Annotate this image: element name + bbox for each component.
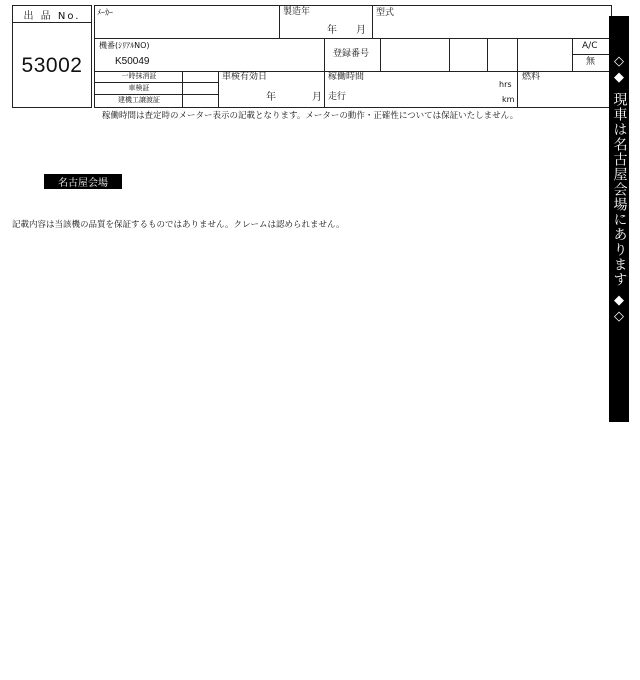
certificate-vehicle-inspection: 車検証: [128, 84, 150, 92]
filled-diamond-icon: ◆: [614, 293, 624, 308]
lot-number: 53002: [21, 53, 83, 77]
inspection-expiry-label: 車検有効日: [222, 72, 268, 82]
lot-header: 出 品 No.: [13, 6, 91, 23]
venue-badge: 名古屋会場: [44, 174, 122, 189]
registration-label: 登録番号: [333, 49, 370, 59]
hollow-diamond-icon: ◇: [614, 309, 624, 324]
hollow-diamond-icon: ◇: [614, 54, 624, 69]
inspection-year-unit: 年: [266, 92, 276, 103]
ac-value: 無: [586, 57, 596, 67]
manufacture-year-unit: 年: [327, 25, 337, 36]
hours-label: 稼働時間: [328, 72, 365, 82]
mileage-unit: km: [502, 95, 515, 104]
certificate-temporary-deregistration: 一時抹消証: [121, 72, 157, 80]
filled-diamond-icon: ◆: [614, 70, 624, 85]
inspection-month-unit: 月: [312, 92, 322, 103]
fuel-label: 燃料: [522, 72, 541, 82]
manufacture-year-label: 製造年: [283, 7, 311, 17]
certificate-construction-transfer: 建機工譲渡証: [118, 96, 160, 104]
ac-label: A/C: [582, 41, 598, 51]
maker-label: ﾒｰｶｰ: [97, 8, 113, 17]
location-banner-text: 現車は名古屋会場にあります: [611, 92, 628, 287]
serial-value: K50049: [115, 56, 150, 67]
model-type-label: 型式: [376, 8, 395, 18]
location-banner: [609, 16, 629, 422]
hours-unit: hrs: [499, 80, 512, 89]
serial-label: 機番(ｼﾘｱﾙNO): [99, 41, 150, 50]
lot-number-box: [12, 5, 92, 108]
mileage-label: 走行: [328, 92, 347, 102]
disclaimer-note: 記載内容は当該機の品質を保証するものではありません。クレームは認められません。: [12, 220, 345, 230]
manufacture-month-unit: 月: [356, 25, 366, 36]
meter-note: 稼働時間は査定時のメーター表示の記載となります。メーターの動作・正確性については保証いたしません。: [102, 111, 519, 121]
